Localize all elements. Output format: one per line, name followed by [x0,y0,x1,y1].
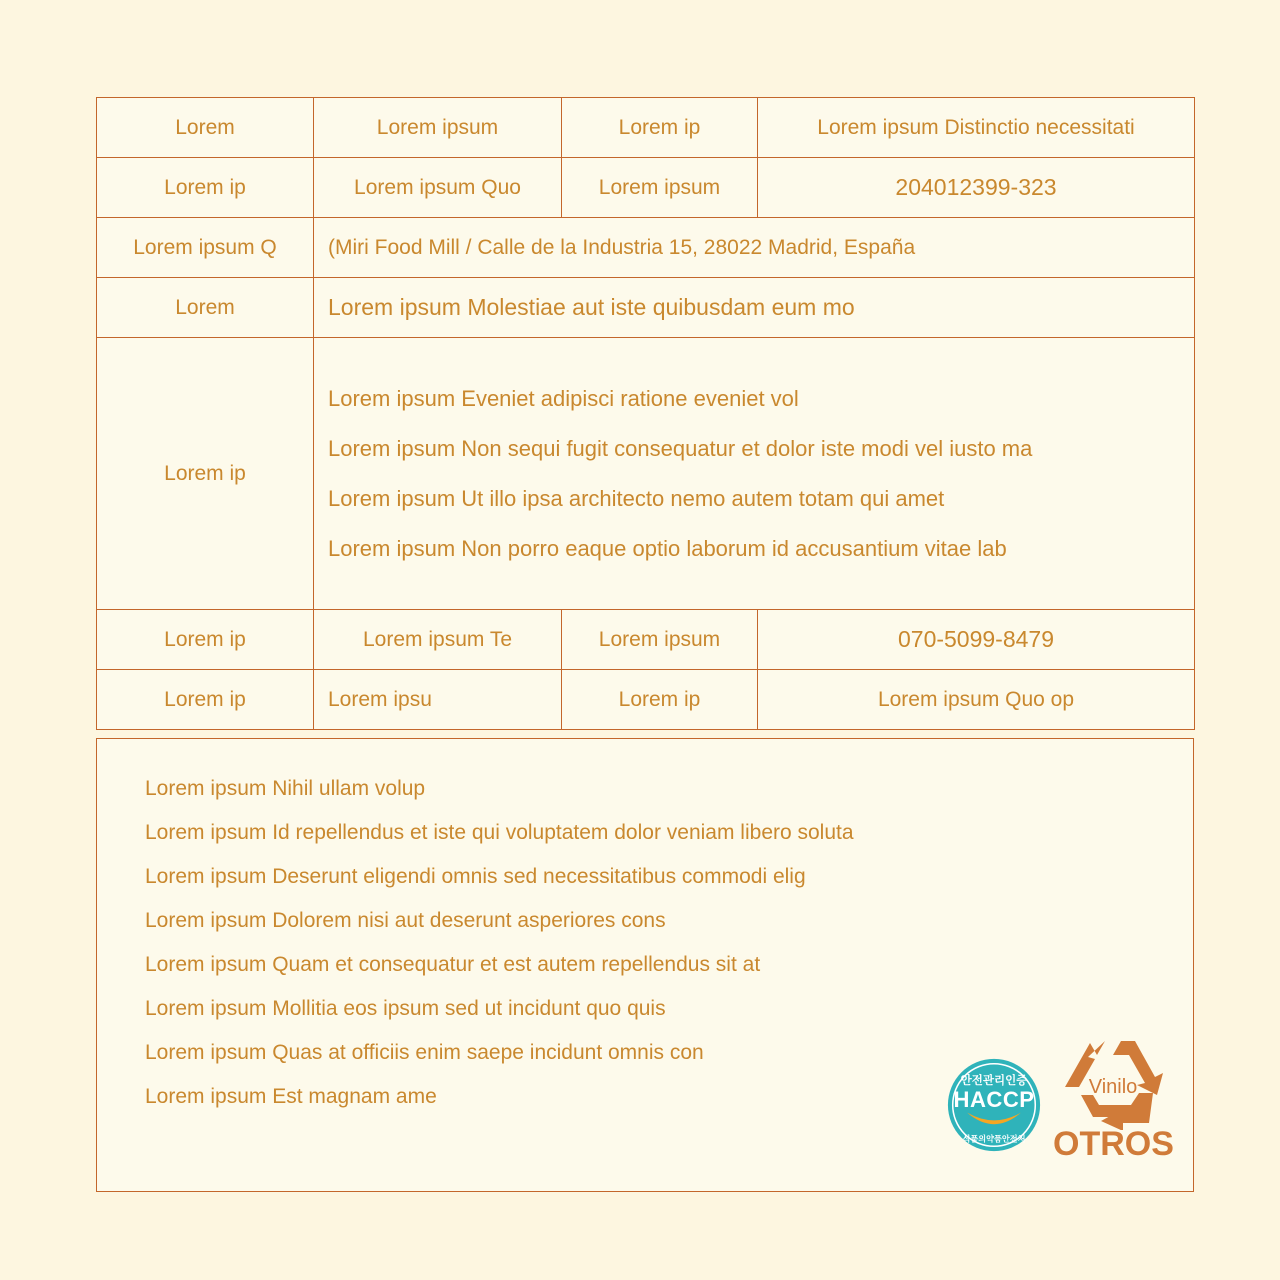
table-row [97,610,1195,670]
cell-r6c0: Lorem ip [97,670,314,730]
cell-phone-number: 070-5099-8479 [758,610,1195,670]
cell-r3c0: Lorem [97,278,314,338]
recycle-mark [1053,1035,1173,1180]
table-row [97,218,1195,278]
note-line: Lorem ipsum Nihil ullam volup [145,777,426,800]
note-line: Lorem ipsum Quam et consequatur et est autem repellendus sit at [145,953,761,976]
cell-r2c0: Lorem ipsum Q [97,218,314,278]
table-row-multiline [97,338,1195,610]
table-row [97,158,1195,218]
cell-r6c2: Lorem ip [562,670,758,730]
note-line: Lorem ipsum Quas at officiis enim saepe incidunt omnis con [145,1041,704,1064]
multiline-item: Lorem ipsum Eveniet adipisci ratione eveniet vol [328,385,799,411]
note-line: Lorem ipsum Id repellendus et iste qui voluptatem dolor veniam libero soluta [145,821,854,844]
product-label-table [96,97,1195,730]
cell-r5c1: Lorem ipsum Te [314,610,562,670]
table-row [97,98,1195,158]
haccp-top-text: 안전관리인증 [960,1072,1028,1087]
multiline-item: Lorem ipsum Ut illo ipsa architecto nemo autem totam qui amet [328,485,945,511]
cell-r1c0: Lorem ip [97,158,314,218]
table-row [97,278,1195,338]
recycle-caption: OTROS [1053,1125,1174,1163]
cell-r1c2: Lorem ipsum [562,158,758,218]
recycle-arrows-icon [1053,1035,1173,1130]
cell-r6c3: Lorem ipsum Quo op [758,670,1195,730]
cell-r3-value: Lorem ipsum Molestiae aut iste quibusdam eum mo [314,278,1195,338]
cell-r0c2: Lorem ip [562,98,758,158]
cell-r5c0: Lorem ip [97,610,314,670]
cell-multiline-body [314,338,1195,610]
cell-r0c0: Lorem [97,98,314,158]
table-row [97,670,1195,730]
cell-address: (Miri Food Mill / Calle de la Industria 15, 28022 Madrid, España [314,218,1195,278]
certification-logos [935,1035,1185,1185]
haccp-bottom-text: 식품의약품안전처 [962,1133,1026,1144]
multiline-item: Lorem ipsum Non porro eaque optio laborum id accusantium vitae lab [328,535,1007,561]
cell-r1c1: Lorem ipsum Quo [314,158,562,218]
multiline-item: Lorem ipsum Non sequi fugit consequatur et dolor iste modi vel iusto ma [328,435,1033,461]
note-line: Lorem ipsum Dolorem nisi aut deserunt asperiores cons [145,909,666,932]
cell-multiline-label: Lorem ip [97,338,314,610]
cell-r6c1: Lorem ipsu [314,670,562,730]
note-line: Lorem ipsum Est magnam ame [145,1085,437,1108]
haccp-logo-icon [945,1057,1043,1153]
cell-r0c1: Lorem ipsum [314,98,562,158]
note-line: Lorem ipsum Deserunt eligendi omnis sed necessitatibus commodi elig [145,865,806,888]
recycle-inner-label: Vinilo [1088,1076,1138,1098]
cell-r0c3: Lorem ipsum Distinctio necessitati [758,98,1195,158]
note-line: Lorem ipsum Mollitia eos ipsum sed ut incidunt quo quis [145,997,666,1020]
haccp-main-text: HACCP [953,1086,1035,1112]
cell-product-code: 204012399-323 [758,158,1195,218]
cell-r5c2: Lorem ipsum [562,610,758,670]
